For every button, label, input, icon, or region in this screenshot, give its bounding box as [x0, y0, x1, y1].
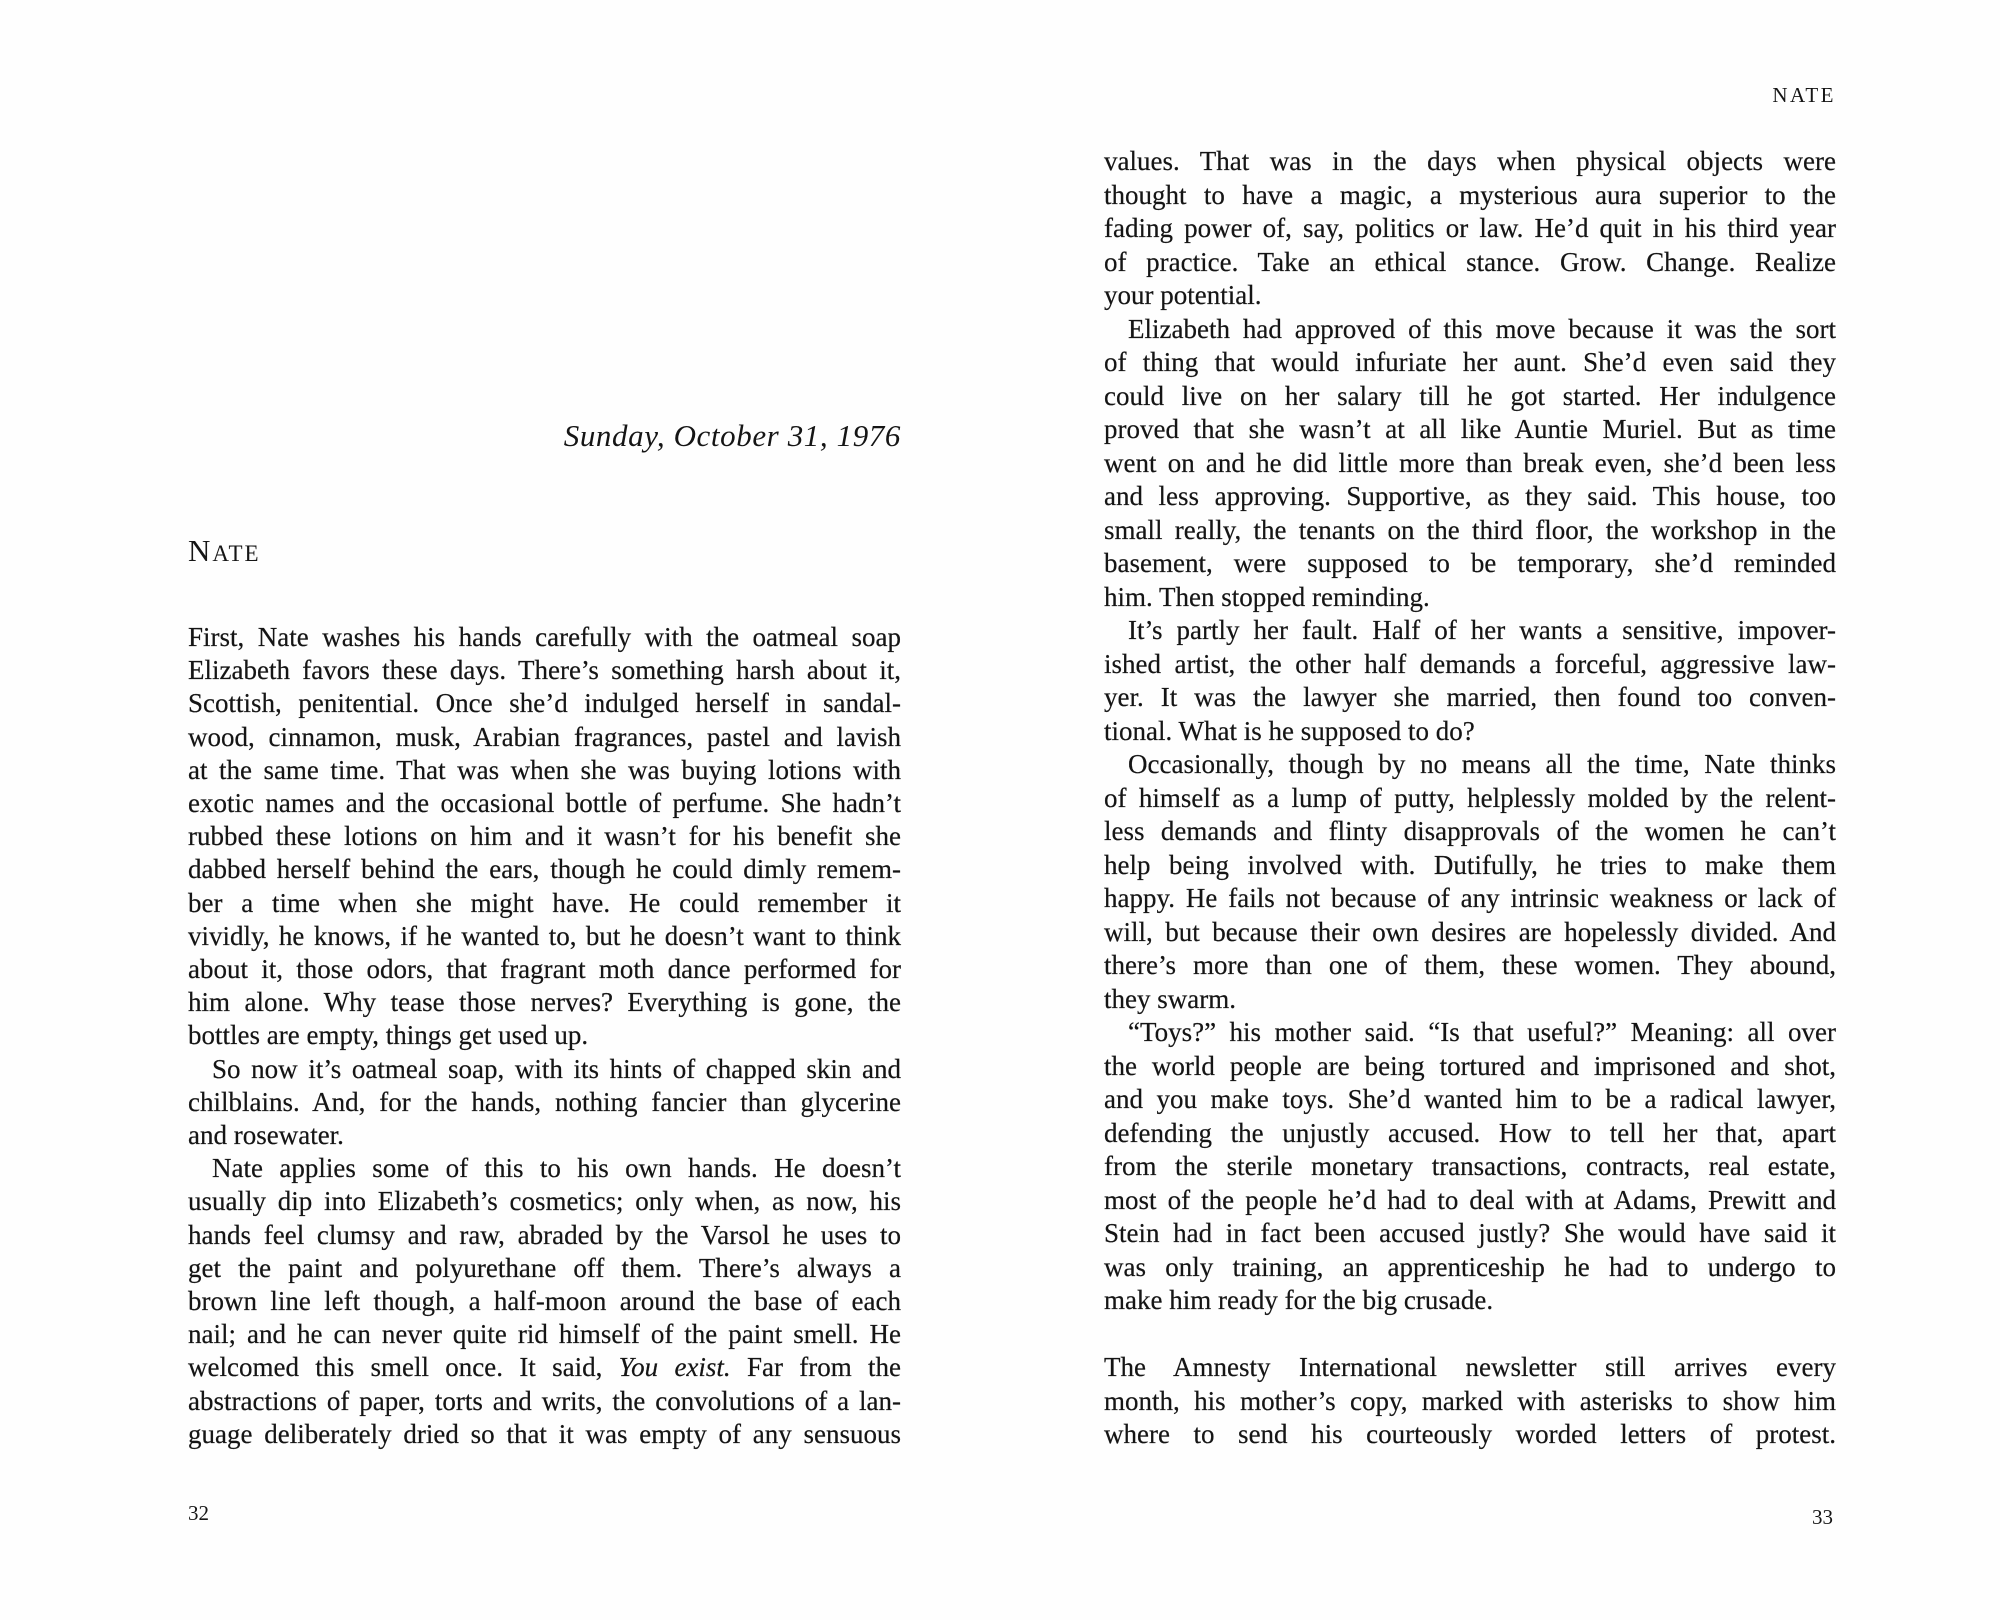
paragraph — [1104, 313, 1836, 615]
text-line: about it, those odors, that fragrant moth dance performed for — [188, 954, 901, 985]
text-line: of thing that would infuriate her aunt. She’d even said they — [1104, 347, 1836, 377]
text-line: thought to have a magic, a mysterious aura superior to the — [1104, 179, 1836, 210]
text-line: get the paint and polyurethane off them. There’s always a — [188, 1252, 901, 1283]
text-line: him. Then stopped reminding. — [1104, 581, 1430, 612]
text-line: proved that she wasn’t at all like Auntie Muriel. But as time — [1104, 414, 1836, 444]
text-line: “Toys?” his mother said. “Is that useful?” Meaning: all over — [1128, 1017, 1836, 1047]
paragraph — [188, 1053, 901, 1153]
text-segment: Far from the — [730, 1352, 902, 1383]
text-line — [188, 1351, 901, 1384]
text-line: make him ready for the big crusade. — [1104, 1285, 1494, 1315]
text-line: guage deliberately dried so that it was empty of any sensuous — [188, 1418, 901, 1449]
text-line: ished artist, the other half demands a forceful, aggressive law- — [1104, 648, 1836, 679]
text-line: him alone. Why tease those nerves? Everything is gone, the — [188, 987, 901, 1018]
text-line: at the same time. That was when she was buying lotions with — [188, 754, 901, 785]
text-line: fading power of, say, politics or law. He’d quit in his third year — [1104, 213, 1836, 243]
text-line: month, his mother’s copy, marked with asterisks to show him — [1104, 1385, 1836, 1416]
text-line: Nate applies some of this to his own hands. He doesn’t — [212, 1153, 901, 1184]
text-line: there’s more than one of them, these women. They abound, — [1104, 950, 1836, 980]
text-line: dabbed herself behind the ears, though he could dimly remem- — [188, 854, 901, 885]
text-line: wood, cinnamon, musk, Arabian fragrances, pastel and lavish — [188, 721, 901, 752]
text-line: abstractions of paper, torts and writs, the convolutions of a lan- — [188, 1385, 901, 1416]
text-line: less demands and flinty disapprovals of the women he can’t — [1104, 816, 1836, 846]
text-line: help being involved with. Dutifully, he tries to make them — [1104, 849, 1836, 880]
text-line: nail; and he can never quite rid himself of the paint smell. He — [188, 1319, 901, 1350]
text-line: rubbed these lotions on him and it wasn’t for his benefit she — [188, 821, 901, 852]
text-line: basement, were supposed to be temporary, she’d reminded — [1104, 548, 1836, 578]
dateline: Sunday, October 31, 1976 — [563, 418, 901, 453]
text-line: bottles are empty, things get used up. — [188, 1020, 589, 1051]
text-line: usually dip into Elizabeth’s cosmetics; only when, as now, his — [188, 1186, 901, 1217]
text-line: ber a time when she might have. He could remember it — [188, 887, 901, 918]
text-line: exotic names and the occasional bottle of perfume. She hadn’t — [188, 788, 901, 819]
emphasized-text: You exist. — [618, 1352, 731, 1383]
text-line: Elizabeth had approved of this move because it was the sort — [1128, 313, 1836, 344]
text-line: of himself as a lump of putty, helplessly molded by the relent- — [1104, 782, 1836, 813]
text-line: yer. It was the lawyer she married, then found too conven- — [1104, 682, 1836, 712]
text-line: hands feel clumsy and raw, abraded by the Varsol he uses to — [188, 1219, 901, 1250]
text-line: Stein had in fact been accused justly? She would have said it — [1104, 1218, 1836, 1248]
paragraph — [1104, 748, 1836, 1016]
text-line: Scottish, penitential. Once she’d indulged herself in sandal- — [188, 688, 901, 719]
text-line: the world people are being tortured and imprisoned and shot, — [1104, 1050, 1836, 1081]
text-line: tional. What is he supposed to do? — [1104, 715, 1475, 746]
text-line: Elizabeth favors these days. There’s something harsh about it, — [188, 655, 901, 686]
paragraph — [188, 621, 901, 1053]
text-segment: welcomed this smell once. It said, — [188, 1352, 619, 1383]
text-line: First, Nate washes his hands carefully with the oatmeal soap — [188, 622, 901, 652]
text-line: most of the people he’d had to deal with at Adams, Prewitt and — [1104, 1184, 1836, 1215]
page-number: 33 — [1812, 1505, 1833, 1529]
text-line: your potential. — [1104, 280, 1262, 310]
text-line: of practice. Take an ethical stance. Grow. Change. Realize — [1104, 246, 1836, 277]
right-page-text — [1104, 145, 1836, 1452]
text-line: could live on her salary till he got started. Her indulgence — [1104, 380, 1836, 411]
text-line: Occasionally, though by no means all the time, Nate thinks — [1128, 749, 1836, 779]
text-line: The Amnesty International newsletter still arrives every — [1104, 1352, 1836, 1382]
text-line: brown line left though, a half-moon around the base of each — [188, 1286, 901, 1317]
text-line: where to send his courteously worded letters of protest. — [1104, 1419, 1836, 1449]
paragraph — [1104, 614, 1836, 748]
right-page — [1000, 0, 2000, 1620]
text-line: was only training, an apprenticeship he had to undergo to — [1104, 1251, 1836, 1282]
text-line: happy. He fails not because of any intrinsic weakness or lack of — [1104, 883, 1836, 913]
text-line: and rosewater. — [188, 1120, 344, 1151]
running-head: NATE — [1772, 83, 1836, 107]
text-line: chilblains. And, for the hands, nothing fancier than glycerine — [188, 1086, 901, 1117]
text-line: values. That was in the days when physical objects were — [1104, 146, 1836, 176]
paragraph — [1104, 1016, 1836, 1318]
chapter-heading: NATE — [188, 533, 261, 568]
paragraph — [1104, 1351, 1836, 1452]
text-line: went on and he did little more than break even, she’d been less — [1104, 447, 1836, 478]
text-line: they swarm. — [1104, 983, 1236, 1014]
paragraph — [1104, 145, 1836, 313]
page-number: 32 — [188, 1501, 209, 1525]
text-line: from the sterile monetary transactions, contracts, real estate, — [1104, 1151, 1836, 1181]
text-line: small really, the tenants on the third floor, the workshop in the — [1104, 514, 1836, 545]
text-line: and you make toys. She’d wanted him to be a radical lawyer, — [1104, 1084, 1836, 1114]
left-page-text — [188, 621, 901, 1451]
paragraph — [188, 1152, 901, 1451]
text-line: vividly, he knows, if he wanted to, but he doesn’t want to think — [188, 920, 901, 951]
text-line: defending the unjustly accused. How to tell her that, apart — [1104, 1117, 1836, 1148]
text-line: will, but because their own desires are hopelessly divided. And — [1104, 916, 1836, 947]
text-line: So now it’s oatmeal soap, with its hints of chapped skin and — [212, 1053, 901, 1084]
text-line: It’s partly her fault. Half of her wants a sensitive, impover- — [1128, 615, 1836, 645]
text-line: and less approving. Supportive, as they said. This house, too — [1104, 481, 1836, 511]
